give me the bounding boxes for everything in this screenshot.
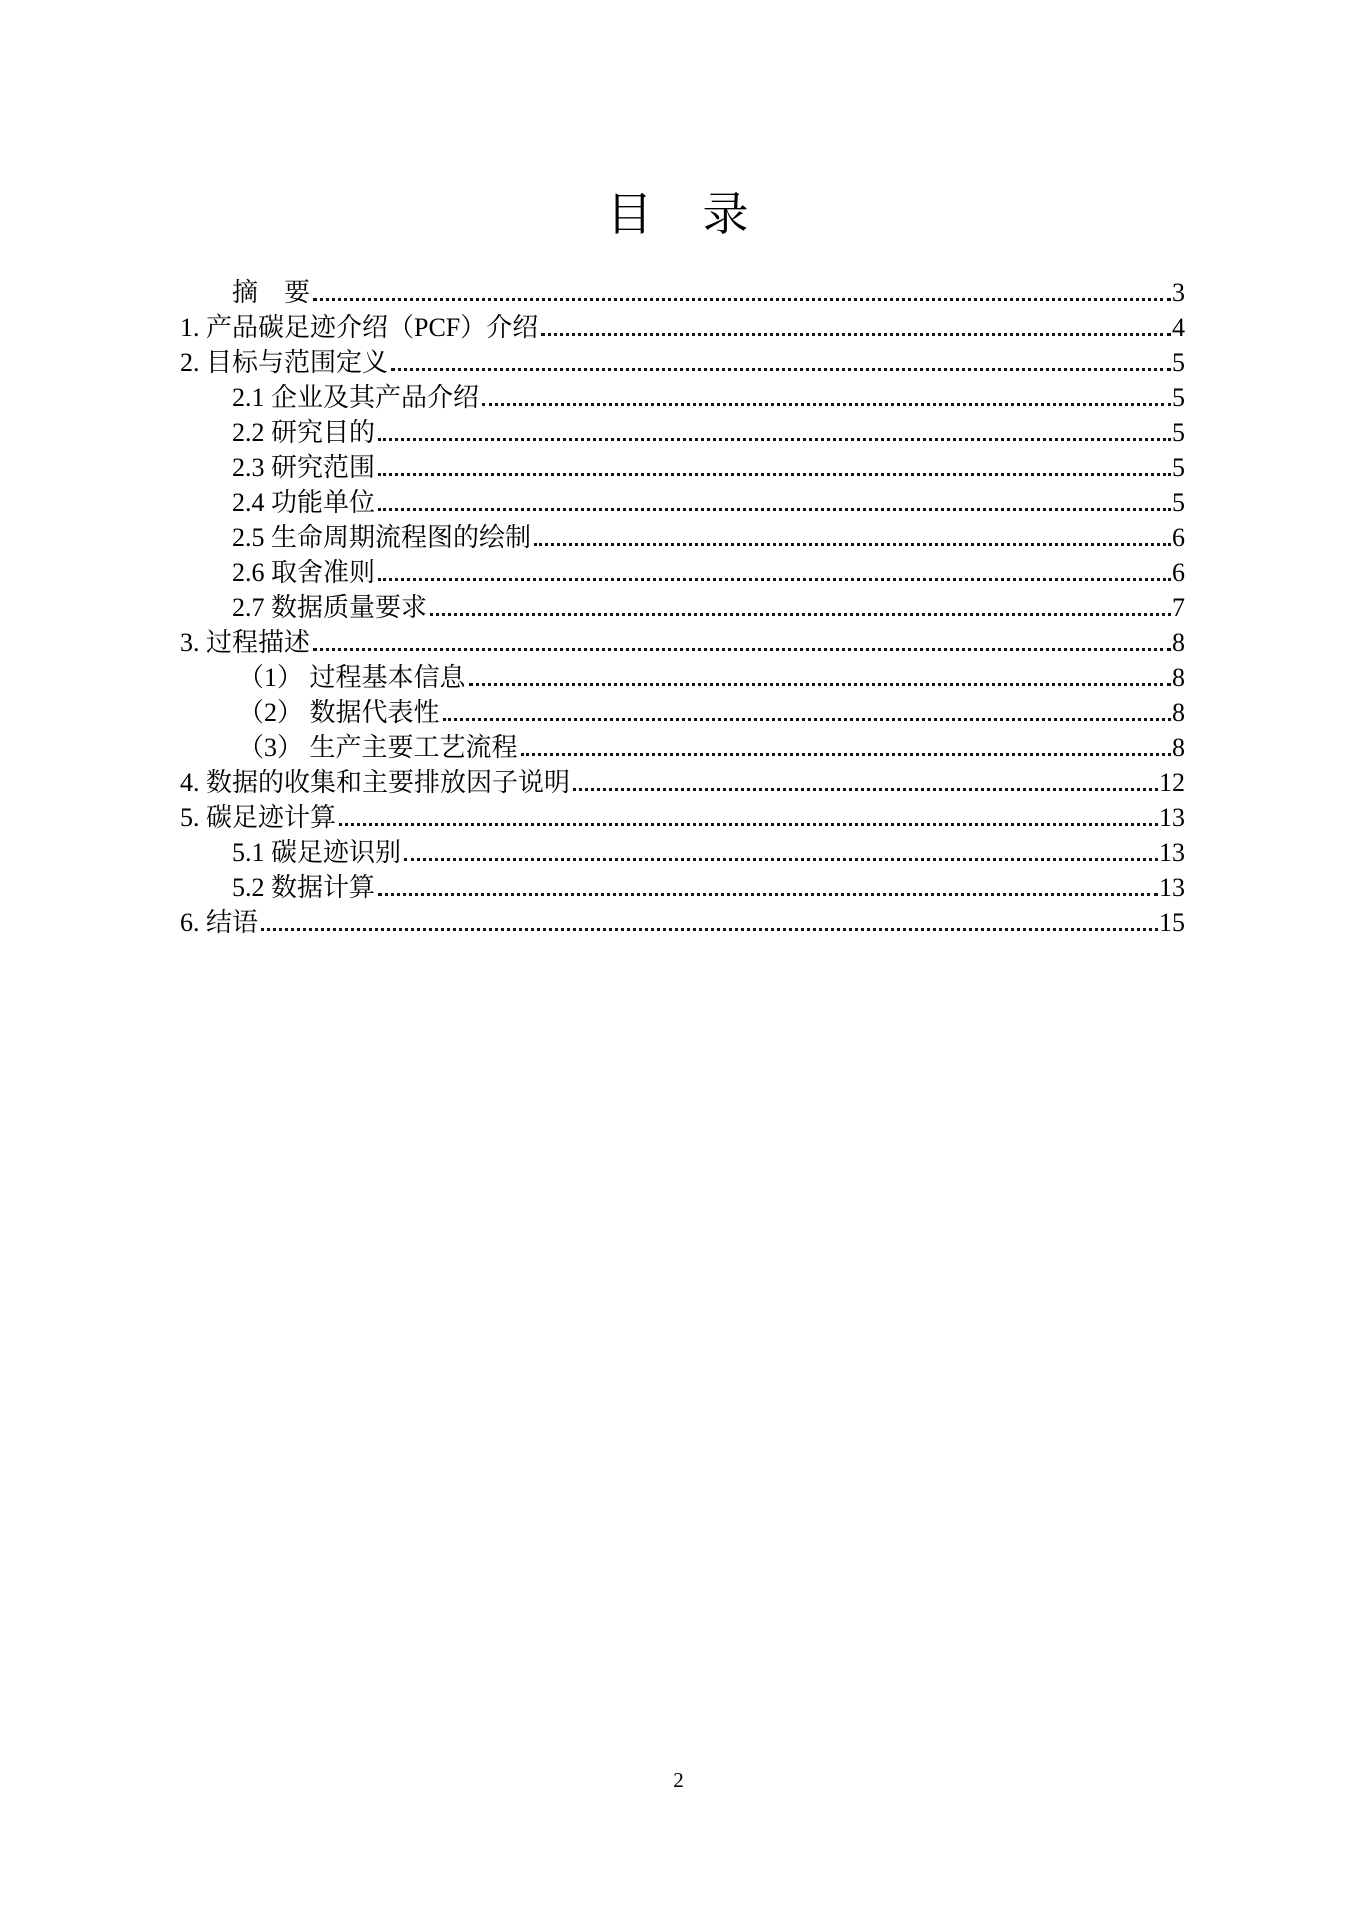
toc-entry-page: 5	[1172, 488, 1185, 517]
toc-entry-page: 8	[1172, 663, 1185, 692]
toc-entry[interactable]	[180, 414, 1185, 449]
toc-entry-label: （1） 过程基本信息	[238, 663, 466, 692]
dot-leader-icon	[391, 368, 1171, 371]
toc-entry-label: 2.4 功能单位	[232, 488, 376, 517]
toc-entry-page: 13	[1159, 873, 1185, 902]
toc-entry[interactable]	[180, 764, 1185, 799]
toc-entry-label: 2. 目标与范围定义	[180, 348, 389, 377]
toc-entry[interactable]	[180, 309, 1185, 344]
dot-leader-icon	[378, 473, 1171, 476]
dot-leader-icon	[430, 613, 1171, 616]
toc-entry[interactable]	[180, 344, 1185, 379]
toc-entry-page: 5	[1172, 383, 1185, 412]
toc-entry[interactable]	[180, 834, 1185, 869]
toc-entry-page: 7	[1172, 593, 1185, 622]
toc-entry-page: 6	[1172, 523, 1185, 552]
toc-entry-page: 5	[1172, 348, 1185, 377]
dot-leader-icon	[482, 403, 1171, 406]
dot-leader-icon	[339, 823, 1158, 826]
toc-entry-label: 2.7 数据质量要求	[232, 593, 428, 622]
toc-entry-page: 8	[1172, 698, 1185, 727]
toc-entry-label: （3） 生产主要工艺流程	[238, 733, 518, 762]
dot-leader-icon	[378, 893, 1158, 896]
toc-entry-page: 8	[1172, 628, 1185, 657]
toc-entry-label: （2） 数据代表性	[238, 698, 440, 727]
toc-entry[interactable]	[180, 554, 1185, 589]
toc-entry[interactable]	[180, 274, 1185, 309]
toc-entry[interactable]	[180, 799, 1185, 834]
toc-entry-label: 5. 碳足迹计算	[180, 803, 337, 832]
page-title: 目 录	[606, 189, 751, 240]
toc-entry-label: 5.2 数据计算	[232, 873, 376, 902]
toc-entry[interactable]	[180, 379, 1185, 414]
dot-leader-icon	[443, 718, 1171, 721]
toc-entry[interactable]	[180, 694, 1185, 729]
toc-entry-page: 6	[1172, 558, 1185, 587]
toc-entry-page: 13	[1159, 803, 1185, 832]
dot-leader-icon	[313, 648, 1171, 651]
dot-leader-icon	[404, 858, 1158, 861]
toc-list	[180, 274, 1185, 939]
dot-leader-icon	[521, 753, 1171, 756]
toc-entry-label: 2.6 取舍准则	[232, 558, 376, 587]
dot-leader-icon	[378, 578, 1171, 581]
dot-leader-icon	[313, 298, 1171, 301]
toc-entry[interactable]	[180, 869, 1185, 904]
dot-leader-icon	[541, 333, 1171, 336]
toc-entry-label: 2.5 生命周期流程图的绘制	[232, 523, 532, 552]
dot-leader-icon	[573, 788, 1158, 791]
dot-leader-icon	[378, 508, 1171, 511]
dot-leader-icon	[378, 438, 1171, 441]
toc-entry[interactable]	[180, 904, 1185, 939]
toc-entry-page: 15	[1159, 908, 1185, 937]
toc-entry-page: 13	[1159, 838, 1185, 867]
toc-entry[interactable]	[180, 659, 1185, 694]
toc-entry[interactable]	[180, 519, 1185, 554]
toc-entry-label: 2.1 企业及其产品介绍	[232, 383, 480, 412]
toc-entry-label: 5.1 碳足迹识别	[232, 838, 402, 867]
toc-entry[interactable]	[180, 484, 1185, 519]
toc-entry-page: 5	[1172, 418, 1185, 447]
toc-entry[interactable]	[180, 729, 1185, 764]
toc-entry-page: 5	[1172, 453, 1185, 482]
dot-leader-icon	[534, 543, 1171, 546]
dot-leader-icon	[261, 928, 1158, 931]
toc-entry-label: 3. 过程描述	[180, 628, 311, 657]
toc-entry-label: 6. 结语	[180, 908, 259, 937]
toc-entry-page: 12	[1159, 768, 1185, 797]
toc-entry-label: 1. 产品碳足迹介绍（PCF）介绍	[180, 313, 539, 342]
toc-entry-label: 4. 数据的收集和主要排放因子说明	[180, 768, 571, 797]
toc-entry-label: 摘 要	[232, 278, 311, 307]
toc-entry-label: 2.2 研究目的	[232, 418, 376, 447]
dot-leader-icon	[469, 683, 1171, 686]
toc-entry[interactable]	[180, 589, 1185, 624]
toc-entry-page: 4	[1172, 313, 1185, 342]
toc-entry-page: 8	[1172, 733, 1185, 762]
toc-entry[interactable]	[180, 449, 1185, 484]
toc-entry-page: 3	[1172, 278, 1185, 307]
toc-entry-label: 2.3 研究范围	[232, 453, 376, 482]
toc-entry[interactable]	[180, 624, 1185, 659]
footer-page-number: 2	[673, 1768, 684, 1792]
